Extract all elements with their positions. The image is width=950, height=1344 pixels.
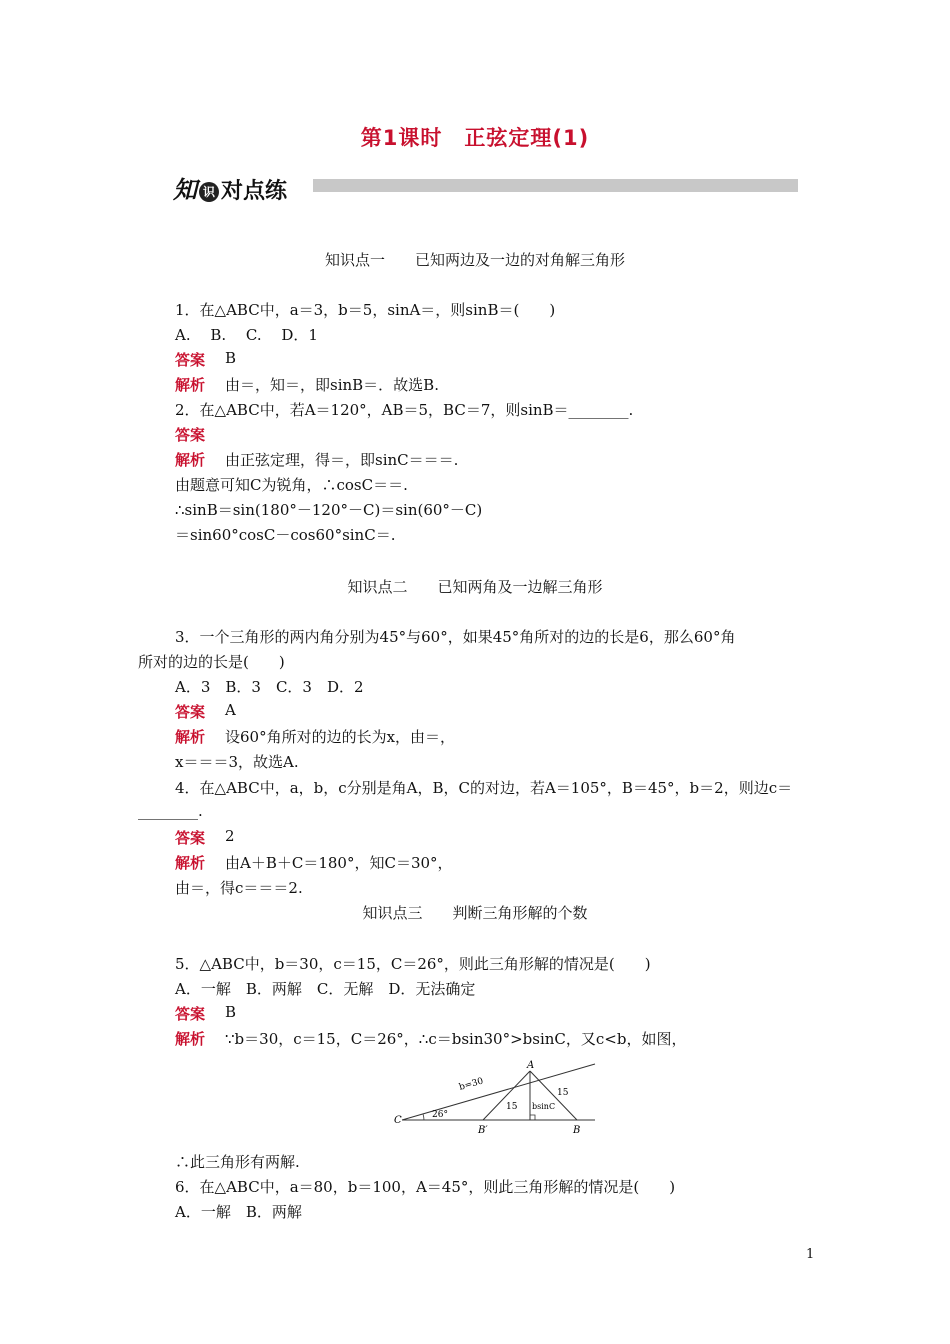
analysis-label: 解析	[175, 451, 206, 469]
page-number: 1	[806, 1247, 815, 1262]
q1-stem: 1．在△ABC中，a＝3，b＝5，sinA＝，则sinB＝( )	[175, 301, 556, 319]
q2-analysis: 由正弦定理，得＝，即sinC＝＝＝.	[225, 451, 459, 469]
q3-analysis-line: x＝＝＝3，故选A.	[175, 753, 299, 771]
q6-options: A．一解 B．两解	[175, 1203, 302, 1221]
analysis-label: 解析	[175, 728, 206, 746]
analysis-label: 解析	[175, 854, 206, 872]
label-bsinC: bsinC	[532, 1102, 556, 1111]
q1-answer: B	[225, 349, 237, 367]
q2-analysis-line: 由题意可知C为锐角，∴cosC＝＝.	[175, 476, 408, 494]
triangle-figure	[390, 1058, 600, 1140]
q3-stem: 3．一个三角形的两内角分别为45°与60°，如果45°角所对的边的长是6，那么60°角	[175, 628, 736, 646]
q2-analysis-line: ∴sinB＝sin(180°－120°－C)＝sin(60°－C)	[175, 501, 483, 519]
q6-stem: 6．在△ABC中，a＝80，b＝100，A＝45°，则此三角形解的情况是( )	[175, 1178, 676, 1196]
label-15-right: 15	[557, 1088, 569, 1098]
q4-analysis: 由A＋B＋C＝180°，知C＝30°，	[225, 854, 453, 872]
banner-bar	[313, 179, 798, 192]
q3-options: A．3 B．3 C．3 D．2	[175, 678, 364, 696]
label-A: A	[527, 1060, 535, 1071]
section-banner	[173, 170, 798, 204]
section-heading-3: 知识点三 判断三角形解的个数	[362, 904, 588, 922]
q5-options: A．一解 B．两解 C．无解 D．无法确定	[175, 980, 476, 998]
section-heading-1: 知识点一 已知两边及一边的对角解三角形	[324, 251, 625, 269]
q1-analysis: 由＝，知＝，即sinB＝．故选B.	[225, 376, 439, 394]
q3-analysis: 设60°角所对的边的长为x，由＝，	[225, 728, 456, 746]
label-b30: b=30	[458, 1076, 485, 1093]
q2-stem: 2．在△ABC中，若A＝120°，AB＝5，BC＝7，则sinB＝________.	[175, 401, 634, 419]
label-15-left: 15	[506, 1102, 518, 1112]
answer-label: 答案	[175, 829, 206, 847]
answer-label: 答案	[175, 351, 206, 369]
q5-analysis: ∵b＝30，c＝15，C＝26°，∴c＝bsin30°>bsinC，又c<b，如图，	[225, 1030, 687, 1048]
q4-stem: 4．在△ABC中，a，b，c分别是角A，B，C的对边，若A＝105°，B＝45°，b＝2，则边c＝	[175, 779, 793, 797]
page-title: 第1课时 正弦定理(1)	[360, 126, 590, 150]
q1-options: A. B. C. D．1	[175, 326, 318, 344]
answer-label: 答案	[175, 703, 206, 721]
label-B-prime: B′	[478, 1125, 488, 1136]
answer-label: 答案	[175, 1005, 206, 1023]
analysis-label: 解析	[175, 1030, 206, 1048]
answer-label: 答案	[175, 426, 206, 444]
label-B: B	[573, 1125, 581, 1136]
q2-analysis-line: ＝sin60°cosC－cos60°sinC＝.	[175, 526, 396, 544]
q5-answer: B	[225, 1003, 237, 1021]
q4-answer: 2	[225, 827, 235, 845]
analysis-label: 解析	[175, 376, 206, 394]
q3-stem-cont: 所对的边的长是( )	[138, 653, 285, 671]
label-angle: 26°	[432, 1110, 448, 1120]
label-C: C	[394, 1115, 402, 1126]
q5-stem: 5．△ABC中，b＝30，c＝15，C＝26°，则此三角形解的情况是( )	[175, 955, 651, 973]
banner-logo: 知 识 对点练	[173, 176, 288, 204]
q4-blank: ________.	[138, 802, 203, 820]
q4-analysis-line: 由＝，得c＝＝＝2.	[175, 879, 303, 897]
q5-conclusion: ∴此三角形有两解.	[175, 1153, 300, 1171]
section-heading-2: 知识点二 已知两角及一边解三角形	[347, 578, 603, 596]
logo-circle-icon: 识	[199, 182, 219, 202]
q3-answer: A	[225, 701, 236, 719]
